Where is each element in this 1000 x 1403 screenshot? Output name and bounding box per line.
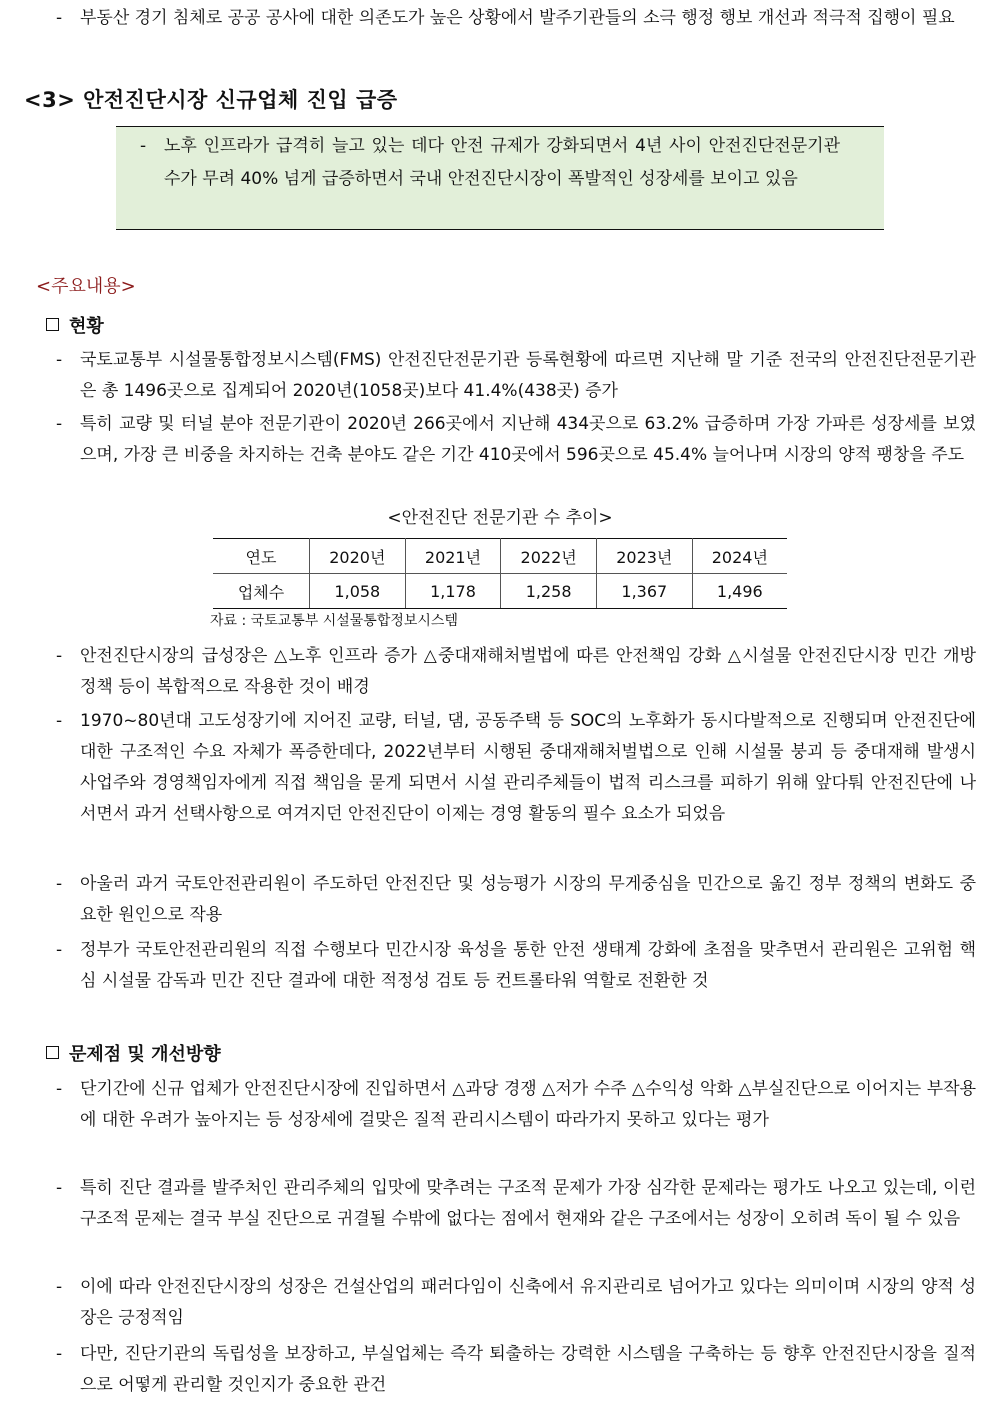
list-item-text: 특히 교량 및 터널 분야 전문기관이 2020년 266곳에서 지난해 434곳으로 63.2% 급증하며 가장 가파른 성장세를 보였으며, 가장 큰 비중을 차지하는 건축 분야도 같은 기간 410곳에서 596곳으로 45.4% 늘어나며 시장의 양적 팽창을 주도 bbox=[80, 414, 976, 465]
list-dash: - bbox=[56, 350, 63, 370]
list-item-text: 정부가 국토안전관리원의 직접 수행보다 민간시장 육성을 통한 안전 생태계 강화에 초점을 맞추면서 관리원은 고위험 핵심 시설물 감독과 민간 진단 결과에 대한 적정성 검토 등 컨트롤타워 역할로 전환한 것 bbox=[80, 940, 976, 991]
list-dash: - bbox=[140, 136, 147, 156]
list-dash: - bbox=[56, 711, 63, 731]
list-dash: - bbox=[56, 1344, 63, 1364]
status-heading bbox=[46, 312, 104, 338]
list-item-text: 국토교통부 시설물통합정보시스템(FMS) 안전진단전문기관 등록현황에 따르면 지난해 말 기준 전국의 안전진단전문기관은 총 1496곳으로 집계되어 2020년(1058곳)보다 41.4%(438곳) 증가 bbox=[80, 350, 976, 401]
list-item bbox=[56, 345, 976, 407]
list-item bbox=[56, 1173, 976, 1235]
list-item bbox=[56, 706, 976, 830]
list-dash: - bbox=[56, 940, 63, 960]
list-item bbox=[56, 641, 976, 703]
summary-item bbox=[140, 130, 840, 196]
list-item-text: 특히 진단 결과를 발주처인 관리주체의 입맛에 맞추려는 구조적 문제가 가장 심각한 문제라는 평가도 나오고 있는데, 이런 구조적 문제는 결국 부실 진단으로 귀결될 수밖에 없다는 점에서 현재와 같은 구조에서는 성장이 오히려 독이 될 수 있음 bbox=[80, 1178, 976, 1229]
list-item-text: 단기간에 신규 업체가 안전진단시장에 진입하면서 △과당 경쟁 △저가 수주 △수익성 악화 △부실진단으로 이어지는 부작용에 대한 우려가 높아지는 등 성장세에 걸맞은 질적 관리시스템이 따라가지 못하고 있다는 평가 bbox=[80, 1079, 976, 1130]
list-item-text: 이에 따라 안전진단시장의 성장은 건설산업의 패러다임이 신축에서 유지관리로 넘어가고 있다는 의미이며 시장의 양적 성장은 긍정적임 bbox=[80, 1277, 976, 1328]
section-title: <3> 안전진단시장 신규업체 진입 급증 bbox=[24, 88, 398, 112]
list-dash: - bbox=[56, 8, 63, 28]
table-cell: 1,178 bbox=[405, 574, 501, 609]
table-header-row bbox=[213, 539, 787, 574]
list-item-text: 안전진단시장의 급성장은 △노후 인프라 증가 △중대재해처벌법에 따른 안전책임 강화 △시설물 안전진단시장 민간 개방 정책 등이 복합적으로 작용한 것이 배경 bbox=[80, 646, 976, 697]
list-item-text: 아울러 과거 국토안전관리원이 주도하던 안전진단 및 성능평가 시장의 무게중심을 민간으로 옮긴 정부 정책의 변화도 중요한 원인으로 작용 bbox=[80, 874, 976, 925]
square-bullet-icon bbox=[46, 1046, 59, 1059]
table-header-cell: 2023년 bbox=[596, 539, 692, 574]
table-header-cell: 2022년 bbox=[501, 539, 597, 574]
summary-text: 노후 인프라가 급격히 늘고 있는 데다 안전 규제가 강화되면서 4년 사이 안전진단전문기관 수가 무려 40% 넘게 급증하면서 국내 안전진단시장이 폭발적인 성장세를 보이고 있음 bbox=[164, 136, 840, 189]
list-dash: - bbox=[56, 1178, 63, 1198]
issues-heading-text: 문제점 및 개선방향 bbox=[69, 1044, 221, 1065]
list-item bbox=[56, 1339, 976, 1401]
table-row-label: 업체수 bbox=[213, 574, 310, 609]
table-source: 자료 : 국토교통부 시설물통합정보시스템 bbox=[210, 613, 458, 629]
table-row bbox=[213, 574, 787, 609]
list-dash: - bbox=[56, 1277, 63, 1297]
main-content-label: <주요내용> bbox=[36, 276, 136, 297]
table-header-cell: 2021년 bbox=[405, 539, 501, 574]
stats-table bbox=[213, 538, 787, 609]
list-item-text: 다만, 진단기관의 독립성을 보장하고, 부실업체는 즉각 퇴출하는 강력한 시스템을 구축하는 등 향후 안전진단시장을 질적으로 어떻게 관리할 것인지가 중요한 관건 bbox=[80, 1344, 976, 1395]
list-item-text: 1970~80년대 고도성장기에 지어진 교량, 터널, 댐, 공동주택 등 SOC의 노후화가 동시다발적으로 진행되며 안전진단에 대한 구조적인 수요 자체가 폭증한데다, 2022년부터 시행된 중대재해처벌법으로 인해 시설물 붕괴 등 중대재해 발생시 사업주와 경영책임자에게 직접 책임을 묻게 되면서 시설 관리주체들이 법적 리스크를 피하기 위해 앞다퉈 안전진단에 나서면서 과거 선택사항으로 여겨지던 안전진단이 이제는 경영 활동의 필수 요소가 되었음 bbox=[80, 711, 976, 824]
list-dash: - bbox=[56, 874, 63, 894]
list-dash: - bbox=[56, 1079, 63, 1099]
table-header-cell: 2020년 bbox=[310, 539, 406, 574]
list-item-text: 부동산 경기 침체로 공공 공사에 대한 의존도가 높은 상황에서 발주기관들의 소극 행정 행보 개선과 적극적 집행이 필요 bbox=[80, 8, 955, 28]
table-cell: 1,496 bbox=[692, 574, 787, 609]
list-item bbox=[56, 409, 976, 471]
table-header-cell: 2024년 bbox=[692, 539, 787, 574]
list-item bbox=[56, 1074, 976, 1136]
intro-list-item bbox=[56, 3, 976, 34]
list-item bbox=[56, 935, 976, 997]
square-bullet-icon bbox=[46, 318, 59, 331]
list-item bbox=[56, 1272, 976, 1334]
table-cell: 1,058 bbox=[310, 574, 406, 609]
table-title: <안전진단 전문기관 수 추이> bbox=[387, 508, 613, 528]
list-item bbox=[56, 869, 976, 931]
table-header-cell: 연도 bbox=[213, 539, 310, 574]
list-dash: - bbox=[56, 646, 63, 666]
issues-heading bbox=[46, 1040, 221, 1066]
status-heading-text: 현황 bbox=[69, 316, 104, 337]
list-dash: - bbox=[56, 414, 63, 434]
summary-box bbox=[116, 126, 884, 230]
table-cell: 1,258 bbox=[501, 574, 597, 609]
table-cell: 1,367 bbox=[596, 574, 692, 609]
